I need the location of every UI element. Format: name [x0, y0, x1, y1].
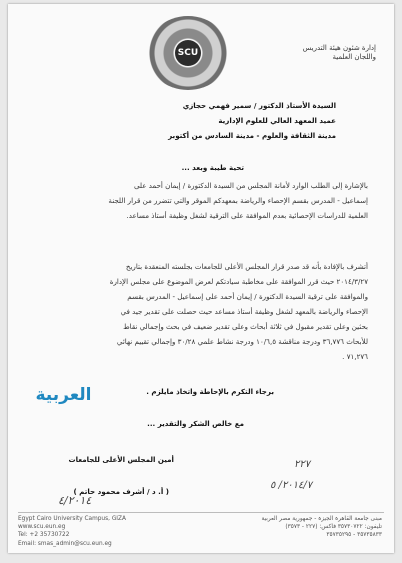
header-right-block — [266, 44, 376, 62]
reference-date: ٢٠١٤/٧/ ٥ — [270, 480, 313, 491]
body-line-3: العلمية للدراسات الإحصائية بعدم الموافقة على الترقية لشغل وظيفة أستاذ مساعد. — [126, 211, 368, 220]
request-line: برجاء التكرم بالإحاطة واتخاذ مايلزم . — [146, 387, 274, 396]
addressee-line-1: السيدة الأستاذ الدكتور / سمير فهمي حجازي — [182, 101, 336, 110]
signature-title: أمين المجلس الأعلى للجامعات — [68, 455, 174, 464]
document-page — [8, 4, 394, 553]
body2-line-5: بحثين وعلى تقدير مقبول في ثلاثة أبحاث وعلى تقدير ضعيف في بحث وإجمالي نقاط — [123, 322, 368, 331]
footer-phone-ar: تليفون: ٣٥٧٣٠٧٢٢ فاكس: (٢٢٧ - ٣٥٧٣) — [285, 524, 382, 530]
greeting: تحية طيبة وبعد ... — [181, 163, 244, 172]
footer-address-en: Egypt Cairo University Campus, GIZA — [18, 516, 126, 522]
body2-line-6: للأبحاث ٣٦,٧٧٦ ودرجة مناقشة ١٠/٦,٥ ودرجة نشاط علمي ٣٠/٢٨ وإجمالي تقييم نهائي — [116, 337, 368, 346]
reference-number: ٢٢٧ — [294, 459, 311, 470]
footer-website: www.scu.eun.eg — [18, 524, 66, 530]
closing-line: مع خالص الشكر والتقدير ... — [147, 419, 244, 428]
body2-line-3: والموافقة على ترقية السيدة الدكتورة / إيمان أحمد على إسماعيل - المدرس بقسم — [127, 292, 368, 301]
signature-name: ( أ. د / أشرف محمود حاتم ) — [73, 487, 169, 496]
addressee-line-2: عميد المعهد العالي للعلوم الإدارية — [218, 116, 336, 125]
footer-address-ar: مبنى جامعة القاهرة الجيزة - جمهورية مصر العربية — [261, 516, 382, 522]
header-department: إدارة شئون هيئة التدريس — [302, 44, 376, 52]
body2-line-4: الإحصاء والرياضة بالمعهد لشغل وظيفة أستاذ مساعد حيث حصلت على تقدير جيد في — [120, 307, 368, 316]
body2-line-7: ٧١,٢٧٦ . — [342, 352, 368, 361]
addressee-line-3: مدينة الثقافة والعلوم - مدينة السادس من أكتوبر — [168, 131, 336, 140]
body-line-1: بالإشارة إلى الطلب الوارد لأمانة المجلس من السيدة الدكتورة / إيمان أحمد على — [133, 181, 368, 190]
handwritten-note: ٤/٢٠١٤ — [58, 494, 92, 507]
footer-divider — [18, 512, 384, 513]
footer-fax-ar: ٣٥٧٣٥٨٣٣ - ٣٥٧٣٥٢٩٥ — [326, 532, 382, 538]
footer-phone-en: Tel: +2 35730722 — [18, 532, 70, 538]
logo-text: SCU — [175, 40, 201, 66]
body-line-2: إسماعيل - المدرس بقسم الإحصاء والرياضة بمعهدكم الموقر والتي تتضرر من قرار اللجنة — [108, 196, 368, 205]
scu-logo-seal — [146, 16, 230, 90]
header-subdepartment: واللجان العلمية — [332, 53, 376, 61]
footer-email: Email: smas_admin@scu.eun.eg — [18, 541, 112, 547]
body2-line-2: ٢٠١٤/٣/٢٧ حيث قرر الموافقة على مخاطبة سيادتكم لعرض الموضوع على مجلس الإدارة — [109, 277, 368, 286]
watermark-logo: العربية — [35, 385, 92, 405]
body2-line-1: أتشرف بالإفادة بأنه قد صدر قرار المجلس الأعلى للجامعات بجلسته المنعقدة بتاريخ — [125, 262, 368, 271]
